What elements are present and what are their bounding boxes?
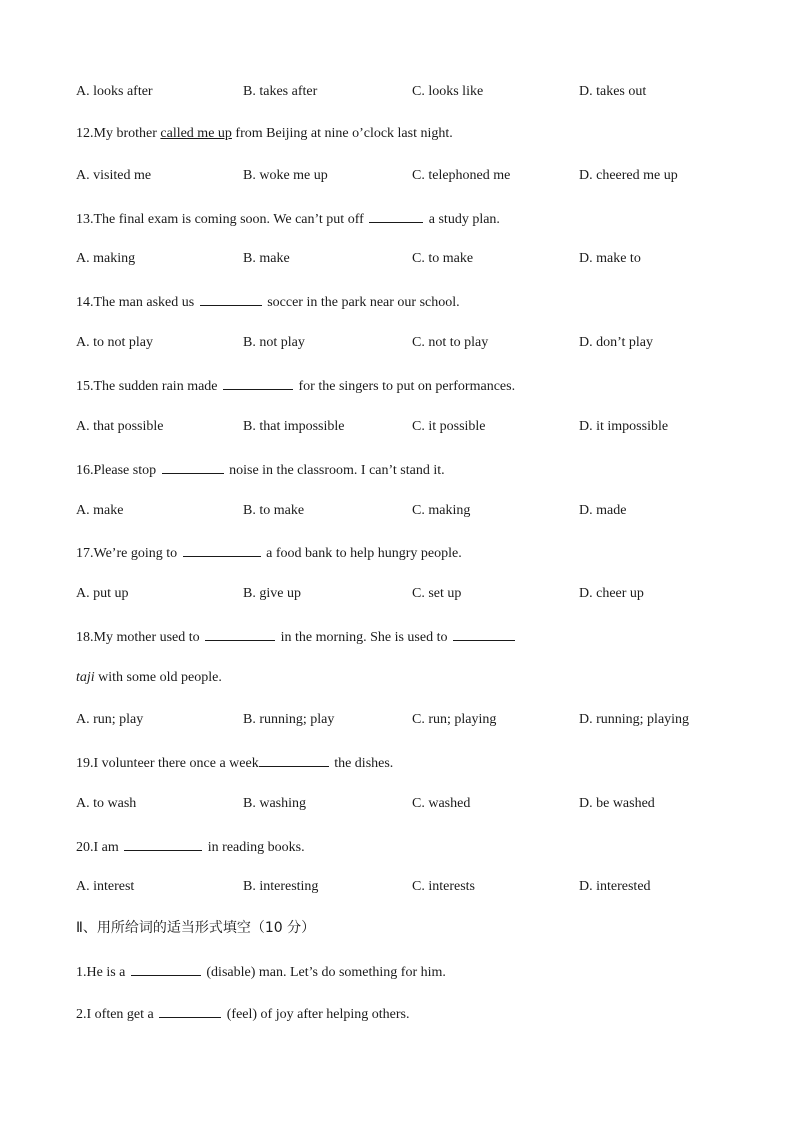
answer-blank[interactable] (159, 1003, 221, 1018)
stem-text: with some old people. (94, 670, 222, 685)
answer-blank[interactable] (200, 291, 262, 306)
answer-blank[interactable] (205, 626, 275, 641)
question-15-options (76, 417, 754, 437)
question-14-options (76, 333, 754, 353)
option-d[interactable]: D. it impossible (579, 419, 669, 434)
option-d[interactable]: D. cheer up (579, 586, 644, 601)
answer-blank[interactable] (131, 961, 201, 976)
stem-text: 14.The man asked us (76, 295, 198, 310)
stem-text: 1.He is a (76, 965, 129, 980)
question-18-stem-continued (76, 668, 754, 688)
question-13-stem (76, 208, 754, 228)
option-d[interactable]: D. cheered me up (579, 168, 678, 183)
question-17-options (76, 584, 754, 604)
option-b[interactable]: B. woke me up (243, 168, 328, 183)
question-11-options (76, 82, 754, 102)
option-d[interactable]: D. takes out (579, 84, 647, 99)
option-c[interactable]: C. it possible (412, 419, 486, 434)
option-a[interactable]: A. run; play (76, 712, 144, 727)
stem-text: 15.The sudden rain made (76, 379, 222, 394)
option-c[interactable]: C. washed (412, 796, 471, 811)
option-a[interactable]: A. put up (76, 586, 129, 601)
option-c[interactable]: C. to make (412, 251, 474, 266)
stem-text: 18.My mother used to (76, 630, 204, 645)
option-c[interactable]: C. looks like (412, 84, 484, 99)
option-b[interactable]: B. running; play (243, 712, 335, 727)
option-b[interactable]: B. interesting (243, 879, 319, 894)
option-c[interactable]: C. telephoned me (412, 168, 511, 183)
option-b[interactable]: B. that impossible (243, 419, 345, 434)
stem-text: the dishes. (330, 756, 394, 771)
option-d[interactable]: D. made (579, 503, 627, 518)
question-16-stem (76, 459, 754, 479)
question-12-stem (76, 124, 754, 144)
stem-text: (disable) man. Let’s do something for him. (202, 965, 446, 980)
option-a[interactable]: A. make (76, 503, 124, 518)
option-d[interactable]: D. make to (579, 251, 641, 266)
section-2-question-2 (76, 1003, 754, 1023)
option-c[interactable]: C. interests (412, 879, 475, 894)
question-13-options (76, 249, 754, 269)
question-15-stem (76, 375, 754, 395)
option-d[interactable]: D. interested (579, 879, 651, 894)
stem-text: 19.I volunteer there once a week (76, 756, 259, 771)
stem-text: in reading books. (204, 840, 305, 855)
question-14-stem (76, 291, 754, 311)
section-2-question-1 (76, 961, 754, 981)
stem-text: in the morning. She is used to (277, 630, 451, 645)
option-a[interactable]: A. making (76, 251, 136, 266)
option-b[interactable]: B. give up (243, 586, 301, 601)
question-19-stem (76, 752, 754, 772)
question-18-options (76, 710, 754, 730)
stem-text: 20.I am (76, 840, 123, 855)
answer-blank[interactable] (124, 836, 202, 851)
option-d[interactable]: D. running; playing (579, 712, 690, 727)
question-12-options (76, 166, 754, 186)
option-b[interactable]: B. to make (243, 503, 305, 518)
answer-blank[interactable] (259, 752, 329, 767)
stem-text: 17.We’re going to (76, 546, 181, 561)
stem-text: soccer in the park near our school. (263, 295, 460, 310)
option-c[interactable]: C. not to play (412, 335, 489, 350)
option-d[interactable]: D. don’t play (579, 335, 654, 350)
option-d[interactable]: D. be washed (579, 796, 655, 811)
stem-text: 16.Please stop (76, 463, 160, 478)
stem-text: from Beijing at nine o’clock last night. (231, 126, 453, 141)
answer-blank[interactable] (369, 208, 423, 223)
question-18-stem (76, 626, 754, 646)
option-a[interactable]: A. to wash (76, 796, 137, 811)
option-c[interactable]: C. run; playing (412, 712, 497, 727)
question-20-stem (76, 836, 754, 856)
question-17-stem (76, 542, 754, 562)
stem-text: a study plan. (425, 212, 500, 227)
answer-blank[interactable] (162, 459, 224, 474)
option-a[interactable]: A. looks after (76, 84, 153, 99)
answer-blank[interactable] (223, 375, 293, 390)
section-2-heading: Ⅱ、用所给词的适当形式填空（10 分） (76, 920, 316, 936)
stem-text: for the singers to put on performances. (295, 379, 516, 394)
answer-blank[interactable] (453, 626, 515, 641)
question-19-options (76, 794, 754, 814)
stem-text: a food bank to help hungry people. (262, 546, 462, 561)
option-b[interactable]: B. not play (243, 335, 305, 350)
option-a[interactable]: A. to not play (76, 335, 153, 350)
stem-text: noise in the classroom. I can’t stand it. (225, 463, 445, 478)
option-b[interactable]: B. washing (243, 796, 306, 811)
underlined-phrase: called me up (160, 126, 232, 141)
option-a[interactable]: A. that possible (76, 419, 164, 434)
question-20-options (76, 877, 754, 897)
option-a[interactable]: A. visited me (76, 168, 152, 183)
option-b[interactable]: B. make (243, 251, 290, 266)
option-c[interactable]: C. making (412, 503, 471, 518)
stem-text: 12.My brother (76, 126, 161, 141)
option-b[interactable]: B. takes after (243, 84, 318, 99)
italic-word: taji (76, 670, 95, 685)
option-a[interactable]: A. interest (76, 879, 135, 894)
stem-text: 2.I often get a (76, 1007, 158, 1022)
stem-text: (feel) of joy after helping others. (223, 1007, 410, 1022)
stem-text: 13.The final exam is coming soon. We can’t put off (76, 212, 368, 227)
question-16-options (76, 501, 754, 521)
option-c[interactable]: C. set up (412, 586, 462, 601)
answer-blank[interactable] (183, 542, 261, 557)
